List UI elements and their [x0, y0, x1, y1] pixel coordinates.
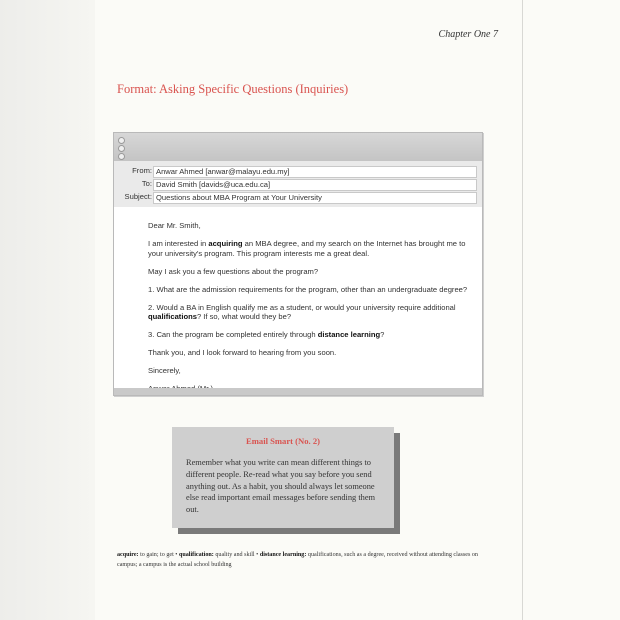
- tip-text: Remember what you write can mean different things to different people. Re-read what you say before you send anything out. As a habit, you should always let someone else read important email messages before sending them out.: [186, 458, 376, 515]
- glossary-footnote: acquire: to gain; to get • qualification: quality and skill • distance learning: qualifications, such as a degree, received without attending classes on campus; a campus is the actual school building: [117, 552, 478, 568]
- tip-title: Email Smart (No. 2): [246, 436, 320, 446]
- glossary-term-acquire: acquire:: [117, 552, 139, 558]
- term-acquiring: acquiring: [208, 238, 243, 248]
- subject-label: Subject:: [124, 192, 152, 201]
- email-header: [114, 161, 482, 207]
- glossary-term-distance-learning: distance learning:: [259, 552, 307, 558]
- running-head: Chapter One 7: [438, 29, 498, 40]
- closing: Sincerely,: [148, 366, 181, 376]
- question-2: 2. Would a BA in English qualify me as a student, or would your university require additional qualifications? If so, what would they be?: [148, 302, 456, 322]
- from-field[interactable]: Anwar Ahmed [anwar@malayu.edu.my]: [153, 166, 477, 178]
- window-title-bar: [114, 133, 482, 161]
- term-qualifications: qualifications: [148, 312, 197, 322]
- window-zoom-icon[interactable]: [118, 153, 125, 160]
- intro-paragraph: I am interested in acquiring an MBA degree, and my search on the Internet has brought me to your university's program. This program interests me a great deal.: [148, 238, 466, 258]
- window-close-icon[interactable]: [118, 137, 125, 144]
- term-distance-learning: distance learning: [317, 330, 381, 340]
- window-bottom-bar: [114, 388, 482, 395]
- question-lead: May I ask you a few questions about the program?: [148, 266, 319, 276]
- subject-field[interactable]: Questions about MBA Program at Your University: [153, 192, 477, 204]
- page-gutter: [0, 0, 95, 620]
- from-row: [114, 166, 482, 177]
- from-label: From:: [132, 166, 152, 175]
- page-edge: [522, 0, 523, 620]
- email-body[interactable]: [148, 221, 474, 402]
- greeting: Dear Mr. Smith,: [148, 221, 201, 230]
- question-3: 3. Can the program be completed entirely through distance learning?: [148, 330, 385, 340]
- glossary-term-qualification: qualification:: [178, 552, 214, 558]
- thanks-line: Thank you, and I look forward to hearing from you soon.: [148, 348, 337, 358]
- section-title: Format: Asking Specific Questions (Inquiries): [117, 82, 349, 96]
- subject-row: [114, 192, 482, 203]
- question-1: 1. What are the admission requirements for the program, other than an undergraduate degree?: [148, 284, 468, 294]
- email-smart-box: [172, 427, 394, 528]
- email-window: [113, 132, 483, 396]
- to-field[interactable]: David Smith [davids@uca.edu.ca]: [153, 179, 477, 191]
- to-row: [114, 179, 482, 190]
- to-label: To:: [141, 179, 152, 188]
- window-minimize-icon[interactable]: [118, 145, 125, 152]
